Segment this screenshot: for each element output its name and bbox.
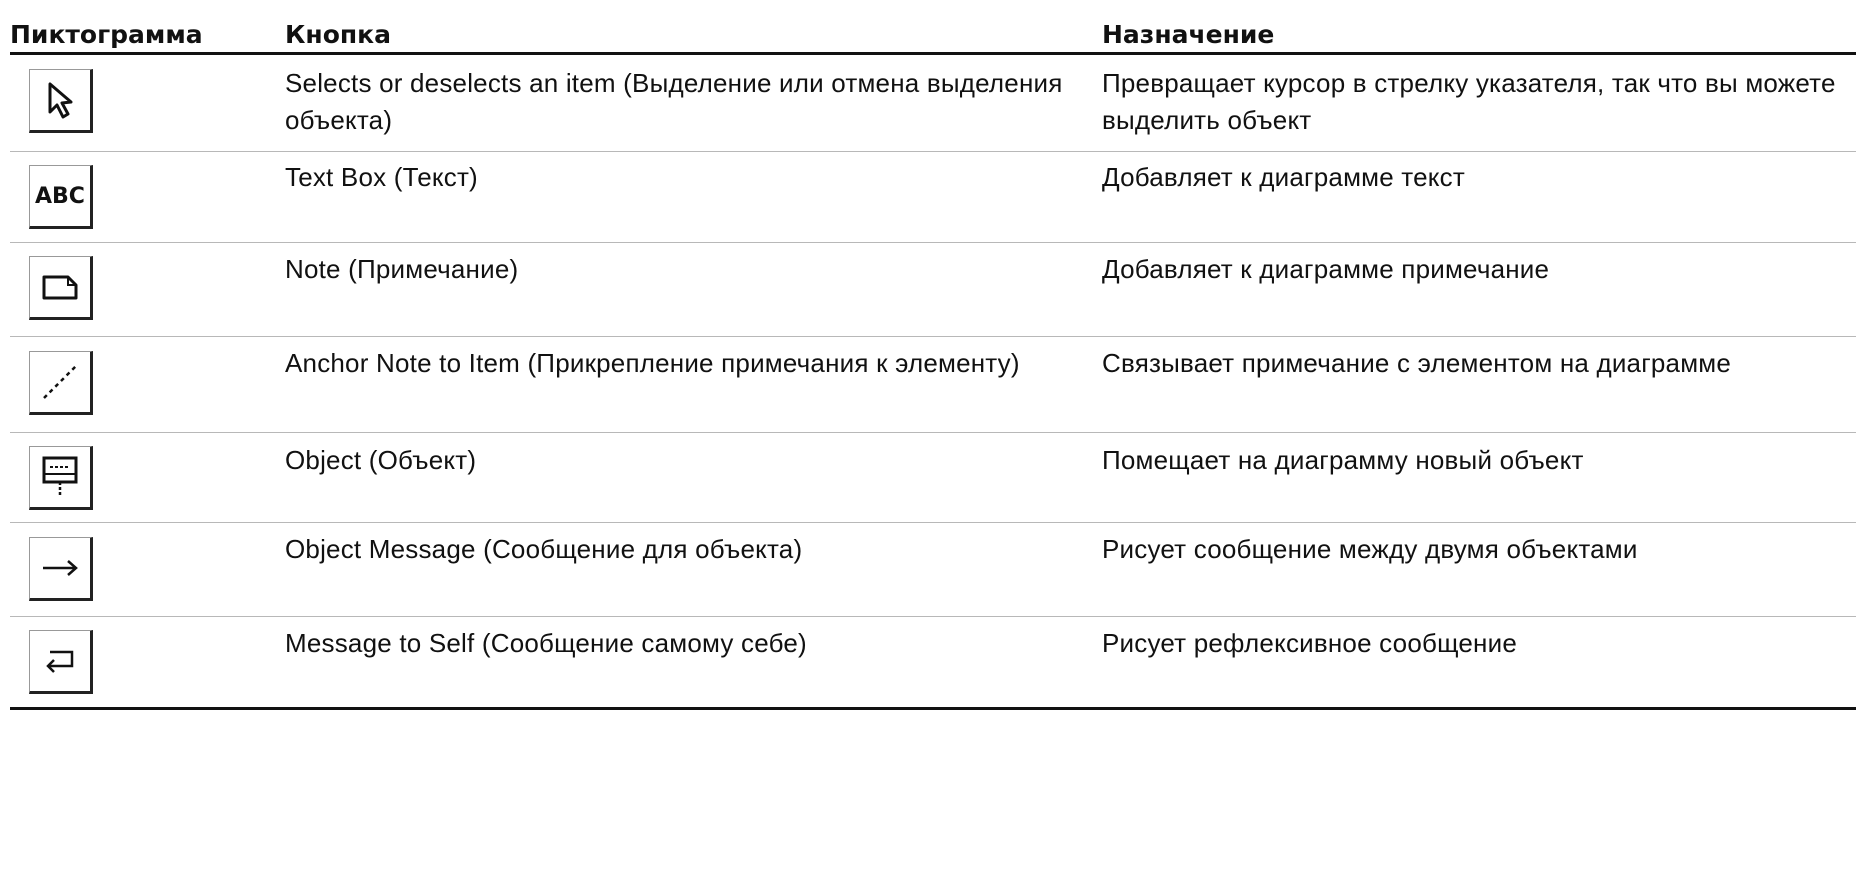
button-purpose: Добавляет к диаграмме текст bbox=[1102, 162, 1465, 192]
table-row bbox=[10, 243, 1856, 337]
button-name: Text Box (Текст) bbox=[285, 162, 478, 192]
button-name: Object (Объект) bbox=[285, 445, 477, 475]
button-purpose: Рисует сообщение между двумя объектами bbox=[1102, 534, 1638, 564]
table-row bbox=[10, 433, 1856, 523]
button-name: Note (Примечание) bbox=[285, 254, 519, 284]
button-purpose: Превращает курсор в стрелку указателя, так что вы можете выделить объект bbox=[1102, 68, 1836, 135]
pointer-arrow-icon[interactable] bbox=[29, 69, 93, 133]
object-message-arrow-icon[interactable] bbox=[29, 537, 93, 601]
button-name: Selects or deselects an item (Выделение или отмена выделения объекта) bbox=[285, 68, 1063, 135]
table-row bbox=[10, 617, 1856, 710]
anchor-note-icon[interactable] bbox=[29, 351, 93, 415]
button-name: Message to Self (Сообщение самому себе) bbox=[285, 628, 807, 658]
button-purpose: Связывает примечание с элементом на диаграмме bbox=[1102, 348, 1732, 378]
table-row bbox=[10, 152, 1856, 243]
table-row bbox=[10, 337, 1856, 433]
object-icon[interactable] bbox=[29, 446, 93, 510]
header-icon: Пиктограмма bbox=[10, 20, 203, 49]
button-name: Anchor Note to Item (Прикрепление примечания к элементу) bbox=[285, 348, 1020, 378]
header-purpose: Назначение bbox=[1102, 20, 1275, 49]
button-name: Object Message (Сообщение для объекта) bbox=[285, 534, 803, 564]
message-to-self-icon[interactable] bbox=[29, 630, 93, 694]
table-row bbox=[10, 55, 1856, 152]
table-header bbox=[10, 12, 1856, 55]
button-purpose: Помещает на диаграмму новый объект bbox=[1102, 445, 1584, 475]
text-box-icon[interactable] bbox=[29, 165, 93, 229]
button-purpose: Рисует рефлексивное сообщение bbox=[1102, 628, 1517, 658]
text-box-icon-label: ABC bbox=[35, 183, 85, 209]
table-row bbox=[10, 523, 1856, 617]
header-button: Кнопка bbox=[285, 20, 391, 49]
note-icon[interactable] bbox=[29, 256, 93, 320]
button-purpose: Добавляет к диаграмме примечание bbox=[1102, 254, 1550, 284]
toolbar-buttons-table bbox=[10, 12, 1856, 710]
